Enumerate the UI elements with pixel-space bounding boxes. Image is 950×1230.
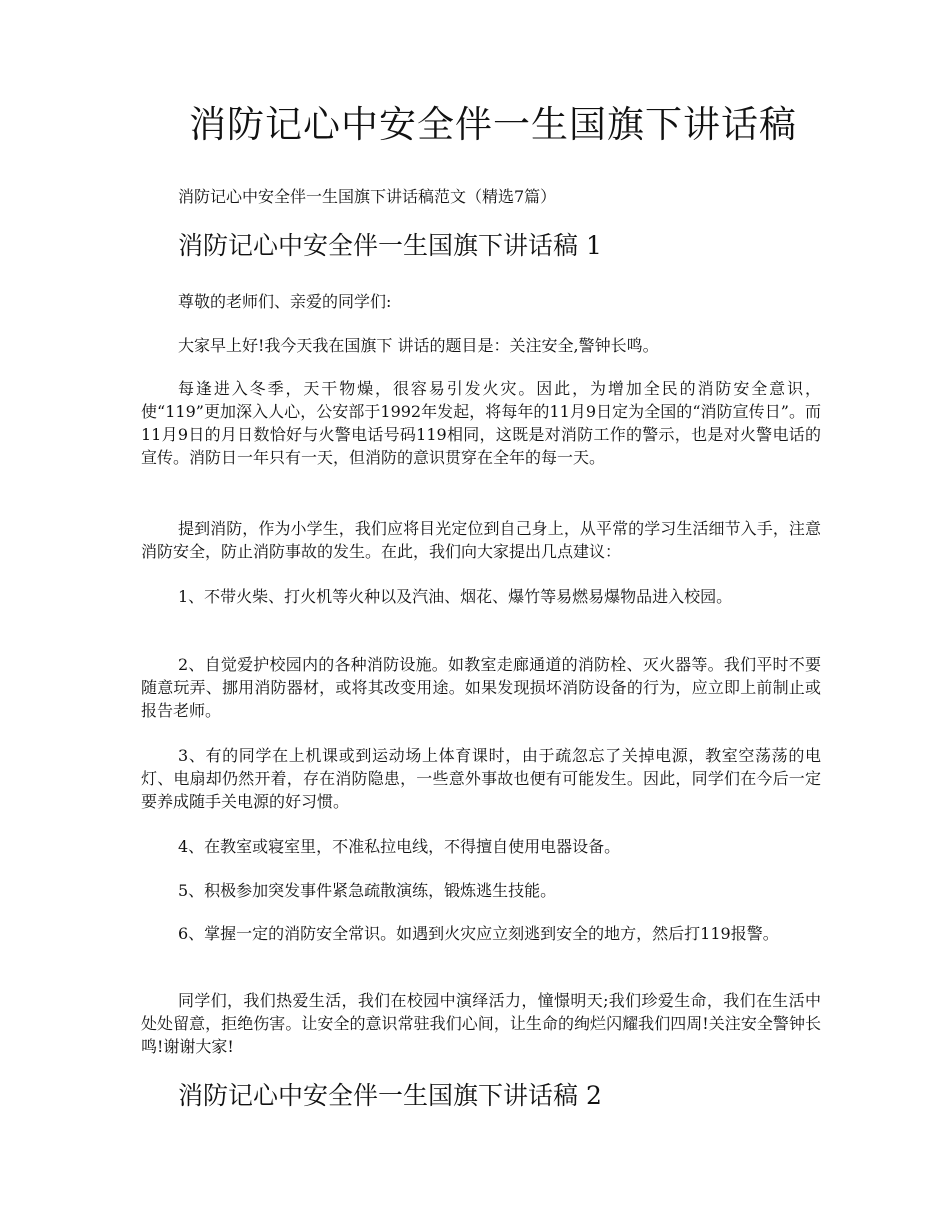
paragraph-item-4: 4、在教室或寝室里，不准私拉电线，不得擅自使用电器设备。 [178, 837, 621, 856]
paragraph-item-2: 2、自觉爱护校园内的各种消防设施。如教室走廊通道的消防栓、灭火器等。我们平时不要随意玩弄、挪用消防器材，或将其改变用途。如果发现损坏消防设备的行为，应立即上前制止或报告老师。 [141, 655, 821, 720]
document-subtitle: 消防记心中安全伴一生国旗下讲话稿范文（精选7篇） [178, 187, 557, 206]
paragraph-item-3: 3、有的同学在上机课或到运动场上体育课时，由于疏忽忘了关掉电源，教室空荡荡的电灯、电扇却仍然开着，存在消防隐患，一些意外事故也便有可能发生。因此，同学们在今后一定要养成随手关电源的好习惯。 [141, 746, 821, 811]
paragraph-item-6: 6、掌握一定的消防安全常识。如遇到火灾应立刻逃到安全的地方，然后打119报警。 [178, 924, 779, 943]
section-heading-1: 消防记心中安全伴一生国旗下讲话稿 1 [178, 231, 602, 260]
paragraph-fire-day: 每逢进入冬季，天干物燥，很容易引发火灾。因此，为增加全民的消防安全意识，使“119”更加深入人心，公安部于1992年发起，将每年的11月9日定为全国的“消防宣传日”。而11月9日的月日数恰好与火警电话号码119相同，这既是对消防工作的警示，也是对火警电话的宣传。消防日一年只有一天，但消防的意识贯穿在全年的每一天。 [141, 379, 821, 467]
section-heading-2: 消防记心中安全伴一生国旗下讲话稿 2 [178, 1081, 602, 1110]
document-title: 消防记心中安全伴一生国旗下讲话稿 [189, 103, 797, 146]
paragraph-greeting: 尊敬的老师们、亲爱的同学们: [178, 292, 392, 311]
paragraph-suggestions-intro: 提到消防，作为小学生，我们应将目光定位到自己身上，从平常的学习生活细节入手，注意消防安全，防止消防事故的发生。在此，我们向大家提出几点建议： [141, 519, 821, 561]
paragraph-closing: 同学们，我们热爱生活，我们在校园中演绎活力，憧憬明天;我们珍爱生命，我们在生活中处处留意，拒绝伤害。让安全的意识常驻我们心间，让生命的绚烂闪耀我们四周!关注安全警钟长鸣!谢谢大家! [141, 991, 821, 1056]
paragraph-item-1: 1、不带火柴、打火机等火种以及汽油、烟花、爆竹等易燃易爆物品进入校园。 [178, 587, 733, 606]
paragraph-item-5: 5、积极参加突发事件紧急疏散演练，锻炼逃生技能。 [178, 881, 557, 900]
paragraph-intro: 大家早上好!我今天我在国旗下 讲话的题目是：关注安全,警钟长鸣。 [178, 336, 659, 355]
